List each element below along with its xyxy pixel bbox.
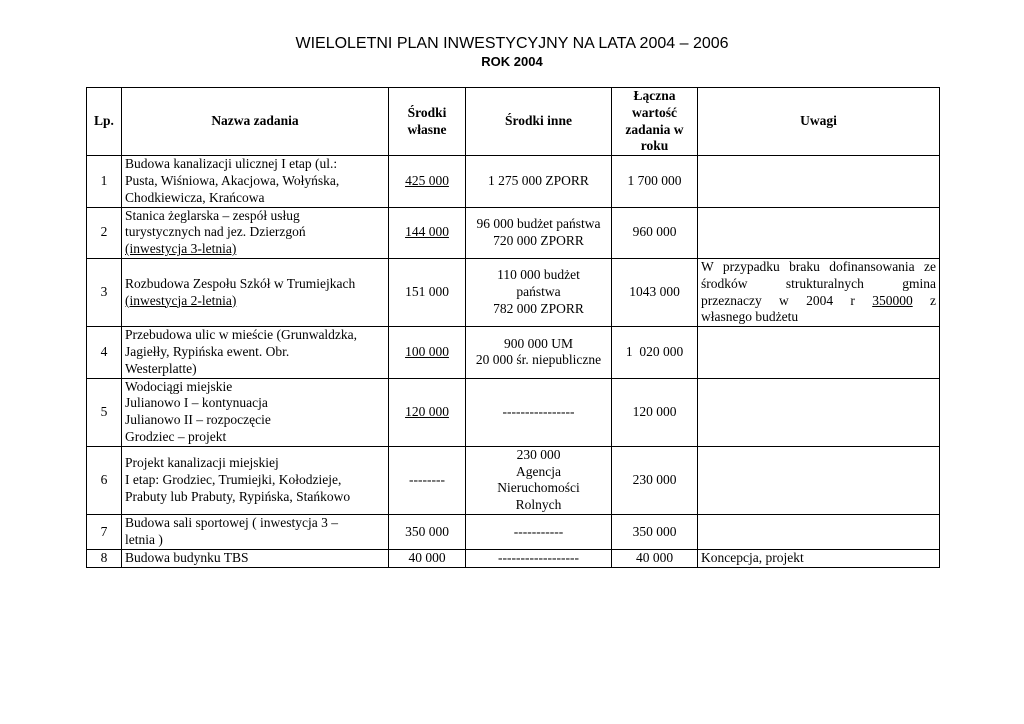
col-header-line: roku (640, 138, 669, 154)
text-line: 1 275 000 ZPORR (488, 172, 589, 188)
cell-uwagi (698, 258, 940, 326)
cell-lp: 4 (87, 327, 122, 378)
text-line: Przebudowa ulic w mieście (Grunwaldzka, (125, 327, 358, 343)
cell-laczna: 230 000 (612, 446, 698, 514)
page-title: WIELOLETNI PLAN INWESTYCYJNY NA LATA 2004 – 2006 (295, 35, 729, 52)
cell-nazwa (122, 446, 389, 514)
cell-wlasne (389, 378, 466, 446)
text-line: turystycznych nad jez. Dzierzgoń (125, 224, 306, 240)
cell-lp: 5 (87, 378, 122, 446)
table-row (87, 514, 940, 549)
text-line: 900 000 UM (503, 335, 573, 351)
table-header-row (87, 88, 940, 156)
text-line: Rozbudowa Zespołu Szkół w Trumiejkach (125, 275, 356, 291)
investment-table (86, 87, 940, 568)
text-line: Budowa kanalizacji ulicznej I etap (ul.: (125, 156, 338, 172)
text-line: 230 000 (516, 446, 561, 462)
text-line: 96 000 budżet państwa (476, 215, 601, 231)
cell-nazwa (122, 327, 389, 378)
cell-nazwa (122, 258, 389, 326)
cell-lp: 8 (87, 549, 122, 567)
cell-inne (466, 446, 612, 514)
cell-wlasne (389, 156, 466, 207)
col-header-line: Łączna (633, 88, 676, 103)
cell-uwagi (698, 514, 940, 549)
col-header-laczna (612, 88, 698, 156)
cell-nazwa (122, 378, 389, 446)
cell-uwagi (698, 156, 940, 207)
table-row (87, 378, 940, 446)
table-row (87, 207, 940, 258)
cell-uwagi (698, 327, 940, 378)
col-header-nazwa: Nazwa zadania (122, 88, 389, 156)
cell-inne (466, 156, 612, 207)
page-subtitle: ROK 2004 (481, 54, 543, 69)
value-text: 425 000 (405, 172, 449, 188)
cell-uwagi (698, 207, 940, 258)
cell-nazwa (122, 156, 389, 207)
cell-wlasne (389, 207, 466, 258)
cell-uwagi (698, 549, 940, 567)
table-row (87, 549, 940, 567)
text-segment: przeznaczy w 2004 r (701, 292, 855, 308)
cell-inne (466, 378, 612, 446)
text-line: Rolnych (515, 497, 562, 513)
amount-text: 350000 (872, 292, 913, 308)
cell-wlasne (389, 327, 466, 378)
cell-wlasne: 151 000 (389, 258, 466, 326)
text-line: Koncepcja, projekt (701, 549, 804, 565)
cell-laczna: 350 000 (612, 514, 698, 549)
text-line: ----------- (513, 523, 564, 539)
table-row (87, 327, 940, 378)
text-line: 720 000 ZPORR (493, 232, 584, 248)
cell-uwagi (698, 378, 940, 446)
cell-lp: 2 (87, 207, 122, 258)
value-text: 144 000 (405, 224, 449, 240)
cell-wlasne: 350 000 (389, 514, 466, 549)
text-segment: z (930, 292, 936, 308)
cell-lp: 7 (87, 514, 122, 549)
table-row (87, 446, 940, 514)
text-line: Grodziec – projekt (125, 428, 227, 444)
text-line: Wodociągi miejskie (125, 378, 233, 394)
text-line: letnia ) (125, 531, 163, 547)
cell-lp: 6 (87, 446, 122, 514)
text-line: Julianowo II – rozpoczęcie (125, 412, 271, 428)
col-header-line: własne (407, 121, 447, 137)
col-header-srodki-inne: Środki inne (466, 88, 612, 156)
text-line: Jagiełły, Rypińska ewent. Obr. (125, 343, 290, 359)
text-line: Chodkiewicza, Krańcowa (125, 189, 265, 205)
text-line: Agencja (516, 463, 561, 479)
col-header-line: Środki (407, 104, 447, 120)
text-line: ---------------- (502, 403, 575, 419)
cell-lp: 1 (87, 156, 122, 207)
text-line: państwa (516, 284, 561, 300)
table-row (87, 258, 940, 326)
text-line: Westerplatte) (125, 360, 197, 376)
cell-lp: 3 (87, 258, 122, 326)
text-line: ------------------ (498, 549, 579, 565)
text-line: (inwestycja 2-letnia) (125, 292, 237, 308)
text-line: W przypadku braku dofinansowania ze (701, 258, 936, 274)
cell-inne (466, 514, 612, 549)
text-line: Julianowo I – kontynuacja (125, 395, 268, 411)
text-line: 110 000 budżet (497, 267, 580, 283)
cell-laczna: 1043 000 (612, 258, 698, 326)
col-header-srodki-wlasne (389, 88, 466, 156)
text-line (701, 293, 936, 310)
cell-nazwa (122, 549, 389, 567)
text-line: Budowa budynku TBS (125, 549, 249, 565)
cell-uwagi (698, 446, 940, 514)
cell-laczna: 40 000 (612, 549, 698, 567)
text-line: Prabuty lub Prabuty, Rypińska, Stańkowo (125, 488, 351, 504)
text-line: Budowa sali sportowej ( inwestycja 3 – (125, 515, 338, 531)
col-header-line: wartość (632, 104, 677, 120)
text-line: Nieruchomości (497, 480, 580, 496)
text-line: (inwestycja 3-letnia) (125, 241, 237, 257)
value-text: 100 000 (405, 343, 449, 359)
cell-nazwa (122, 514, 389, 549)
cell-inne (466, 258, 612, 326)
cell-nazwa (122, 207, 389, 258)
value-text: 120 000 (405, 403, 449, 419)
text-line: I etap: Grodziec, Trumiejki, Kołodzieje, (125, 471, 342, 487)
text-line: Stanica żeglarska – zespół usług (125, 207, 300, 223)
text-line: Projekt kanalizacji miejskiej (125, 455, 279, 471)
col-header-lp: Lp. (87, 88, 122, 156)
cell-wlasne: 40 000 (389, 549, 466, 567)
col-header-line: zadania w (625, 121, 684, 137)
cell-inne (466, 327, 612, 378)
table-row (87, 156, 940, 207)
text-line: Pusta, Wiśniowa, Akacjowa, Wołyńska, (125, 172, 340, 188)
cell-laczna: 1 020 000 (612, 327, 698, 378)
cell-laczna: 1 700 000 (612, 156, 698, 207)
cell-laczna: 120 000 (612, 378, 698, 446)
col-header-uwagi: Uwagi (698, 88, 940, 156)
cell-wlasne: -------- (389, 446, 466, 514)
text-line: środków strukturalnych gmina (701, 275, 936, 291)
cell-inne (466, 207, 612, 258)
text-line: własnego budżetu (701, 309, 799, 325)
text-line: 20 000 śr. niepubliczne (475, 352, 602, 368)
text-line: 782 000 ZPORR (493, 300, 584, 316)
cell-laczna: 960 000 (612, 207, 698, 258)
cell-inne (466, 549, 612, 567)
